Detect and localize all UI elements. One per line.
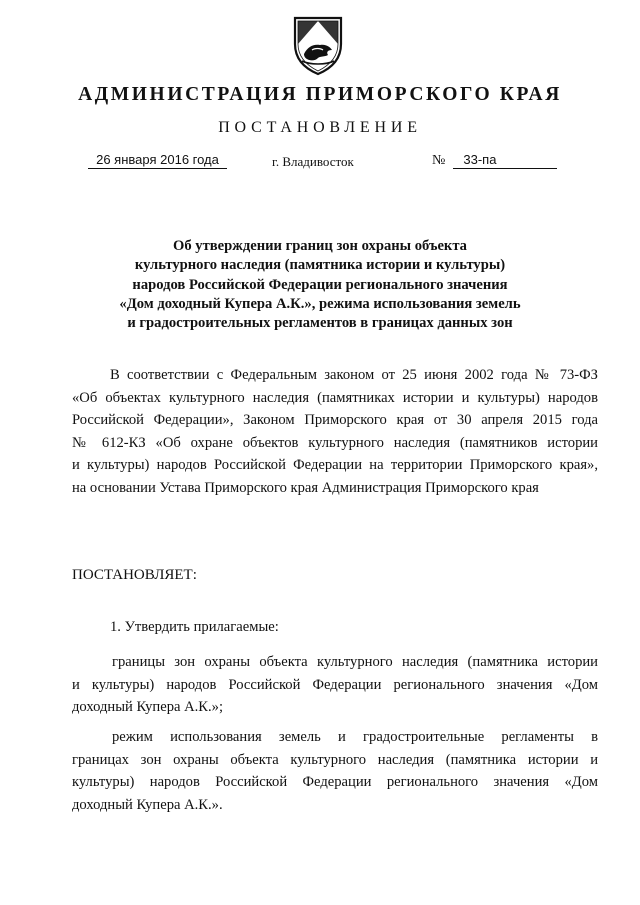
preamble-line: на основании Устава Приморского края Администрация Приморского края bbox=[72, 479, 539, 496]
item-1a-line: доходный Купера А.К.»; bbox=[72, 699, 224, 715]
number-sign: № bbox=[432, 153, 446, 168]
item-1b-paragraph bbox=[72, 726, 598, 816]
document-title bbox=[95, 237, 545, 333]
document-number-field: 33-па bbox=[453, 151, 557, 169]
title-line: Об утверждении границ зон охраны объекта bbox=[173, 238, 467, 254]
preamble-line: В соответствии с Федеральным законом от 25 июня 2002 года № 73-ФЗ bbox=[110, 367, 598, 383]
document-number-block bbox=[432, 151, 557, 169]
title-line: и градостроительных регламентов в границах данных зон bbox=[127, 315, 513, 332]
preamble-paragraph bbox=[72, 364, 598, 499]
document-city: г. Владивосток bbox=[272, 154, 354, 169]
title-line: «Дом доходный Купера А.К.», режима использования земель bbox=[119, 295, 521, 312]
item-1a-paragraph bbox=[72, 651, 598, 719]
resolves-heading: ПОСТАНОВЛЯЕТ: bbox=[72, 567, 197, 583]
document-type-heading: ПОСТАНОВЛЕНИЕ bbox=[218, 119, 422, 136]
document-date-field: 26 января 2016 года bbox=[88, 151, 227, 169]
title-line: культурного наследия (памятника истории и культуры) bbox=[134, 257, 506, 274]
item-1b-line: режим использования земель и градостроительные регламенты в bbox=[112, 729, 598, 745]
item-1b-line: доходный Купера А.К.». bbox=[72, 796, 223, 813]
item-1b-line: культуры) народов Российской Федерации регионального значения «Дом bbox=[72, 774, 598, 790]
preamble-line: № 612-КЗ «Об охране объектов культурного наследия (памятников истории bbox=[72, 434, 598, 451]
organization-heading: АДМИНИСТРАЦИЯ ПРИМОРСКОГО КРАЯ bbox=[78, 84, 562, 105]
item-1-heading: 1. Утвердить прилагаемые: bbox=[110, 619, 279, 635]
title-line: народов Российской Федерации регионального значения bbox=[132, 276, 508, 293]
preamble-line: и культуры) народов Российской Федерации на территории Приморского края», bbox=[72, 457, 598, 473]
preamble-line: Российской Федерации», Законом Приморского края от 30 апреля 2015 года bbox=[72, 412, 598, 428]
coat-of-arms-emblem bbox=[290, 14, 346, 76]
preamble-line: «Об объектах культурного наследия (памятниках истории и культуры) народов bbox=[72, 389, 598, 406]
item-1b-line: границах зон охраны объекта культурного наследия (памятника истории и bbox=[72, 751, 598, 768]
item-1a-line: границы зон охраны объекта культурного наследия (памятника истории bbox=[112, 654, 598, 670]
item-1a-line: и культуры) народов Российской Федерации регионального значения «Дом bbox=[72, 676, 598, 693]
